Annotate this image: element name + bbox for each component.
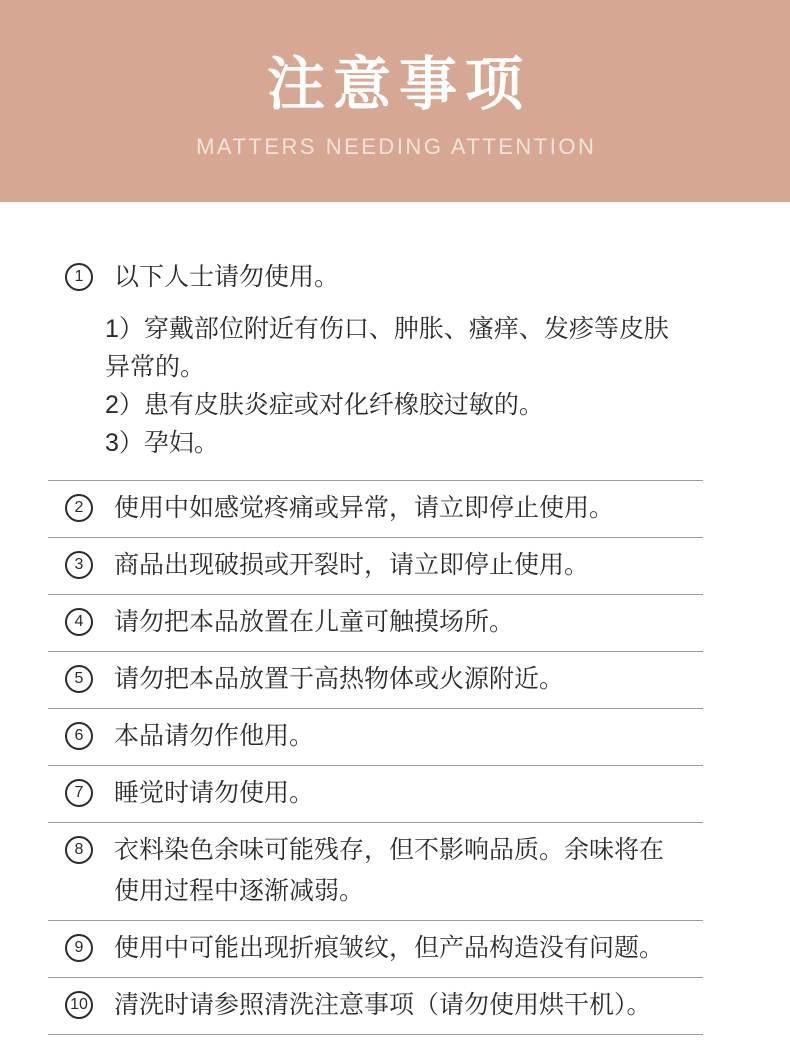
notice-item bbox=[48, 250, 742, 480]
page-subtitle: MATTERS NEEDING ATTENTION bbox=[196, 134, 597, 159]
notice-body bbox=[114, 545, 589, 586]
notice-number-badge: 4 bbox=[65, 608, 93, 636]
notice-text: 使用中如感觉疼痛或异常，请立即停止使用。 bbox=[114, 494, 615, 522]
notice-text: 衣料染色余味可能残存，但不影响品质。余味将在使用过程中逐渐减弱。 bbox=[114, 836, 665, 905]
notice-body bbox=[114, 830, 686, 912]
notice-number-badge: 7 bbox=[65, 779, 93, 807]
notice-text: 本品请勿作他用。 bbox=[114, 722, 315, 750]
notice-text: 请勿把本品放置在儿童可触摸场所。 bbox=[114, 608, 515, 636]
notice-body bbox=[114, 773, 314, 814]
notice-number-badge: 6 bbox=[65, 722, 93, 750]
notice-number-badge: 5 bbox=[65, 665, 93, 693]
notice-body bbox=[114, 602, 514, 643]
notice-item bbox=[48, 538, 742, 594]
notice-sublist bbox=[105, 310, 683, 462]
notice-item bbox=[48, 766, 742, 822]
notice-number-badge: 1 bbox=[65, 263, 93, 291]
notice-text: 商品出现破损或开裂时，请立即停止使用。 bbox=[114, 551, 590, 579]
notice-body bbox=[114, 659, 564, 700]
notice-text: 以下人士请勿使用。 bbox=[114, 263, 340, 291]
notice-text: 使用中可能出现折痕皱纹，但产品构造没有问题。 bbox=[114, 934, 665, 962]
page-title: 注意事项 bbox=[266, 52, 531, 117]
notice-item bbox=[48, 652, 742, 708]
notice-body bbox=[114, 488, 614, 529]
notice-item bbox=[48, 481, 742, 537]
notice-text: 清洗时请参照清洗注意事项（请勿使用烘干机）。 bbox=[114, 991, 652, 1019]
notice-text: 请勿把本品放置于高热物体或火源附近。 bbox=[114, 665, 565, 693]
notice-body bbox=[105, 257, 683, 472]
notice-item bbox=[48, 921, 742, 977]
notice-number-badge: 3 bbox=[65, 551, 93, 579]
notice-subitem: 1）穿戴部位附近有伤口、肿胀、瘙痒、发疹等皮肤异常的。 bbox=[105, 315, 669, 381]
notice-number-badge: 2 bbox=[65, 494, 93, 522]
notice-body bbox=[114, 928, 664, 969]
notice-item bbox=[48, 823, 742, 920]
notice-item bbox=[48, 978, 742, 1034]
notice-subitem: 3）孕妇。 bbox=[105, 429, 219, 457]
notice-body bbox=[114, 985, 652, 1026]
notice-body bbox=[114, 716, 314, 757]
notice-item bbox=[48, 709, 742, 765]
notice-number-badge: 8 bbox=[65, 836, 93, 864]
notice-number-badge: 10 bbox=[65, 991, 93, 1019]
notice-number-badge: 9 bbox=[65, 934, 93, 962]
page-header bbox=[0, 0, 790, 202]
notice-item bbox=[48, 595, 742, 651]
divider bbox=[48, 1034, 703, 1035]
notice-text: 睡觉时请勿使用。 bbox=[114, 779, 315, 807]
notice-list bbox=[0, 202, 790, 1035]
notice-subitem: 2）患有皮肤炎症或对化纤橡胶过敏的。 bbox=[105, 391, 544, 419]
